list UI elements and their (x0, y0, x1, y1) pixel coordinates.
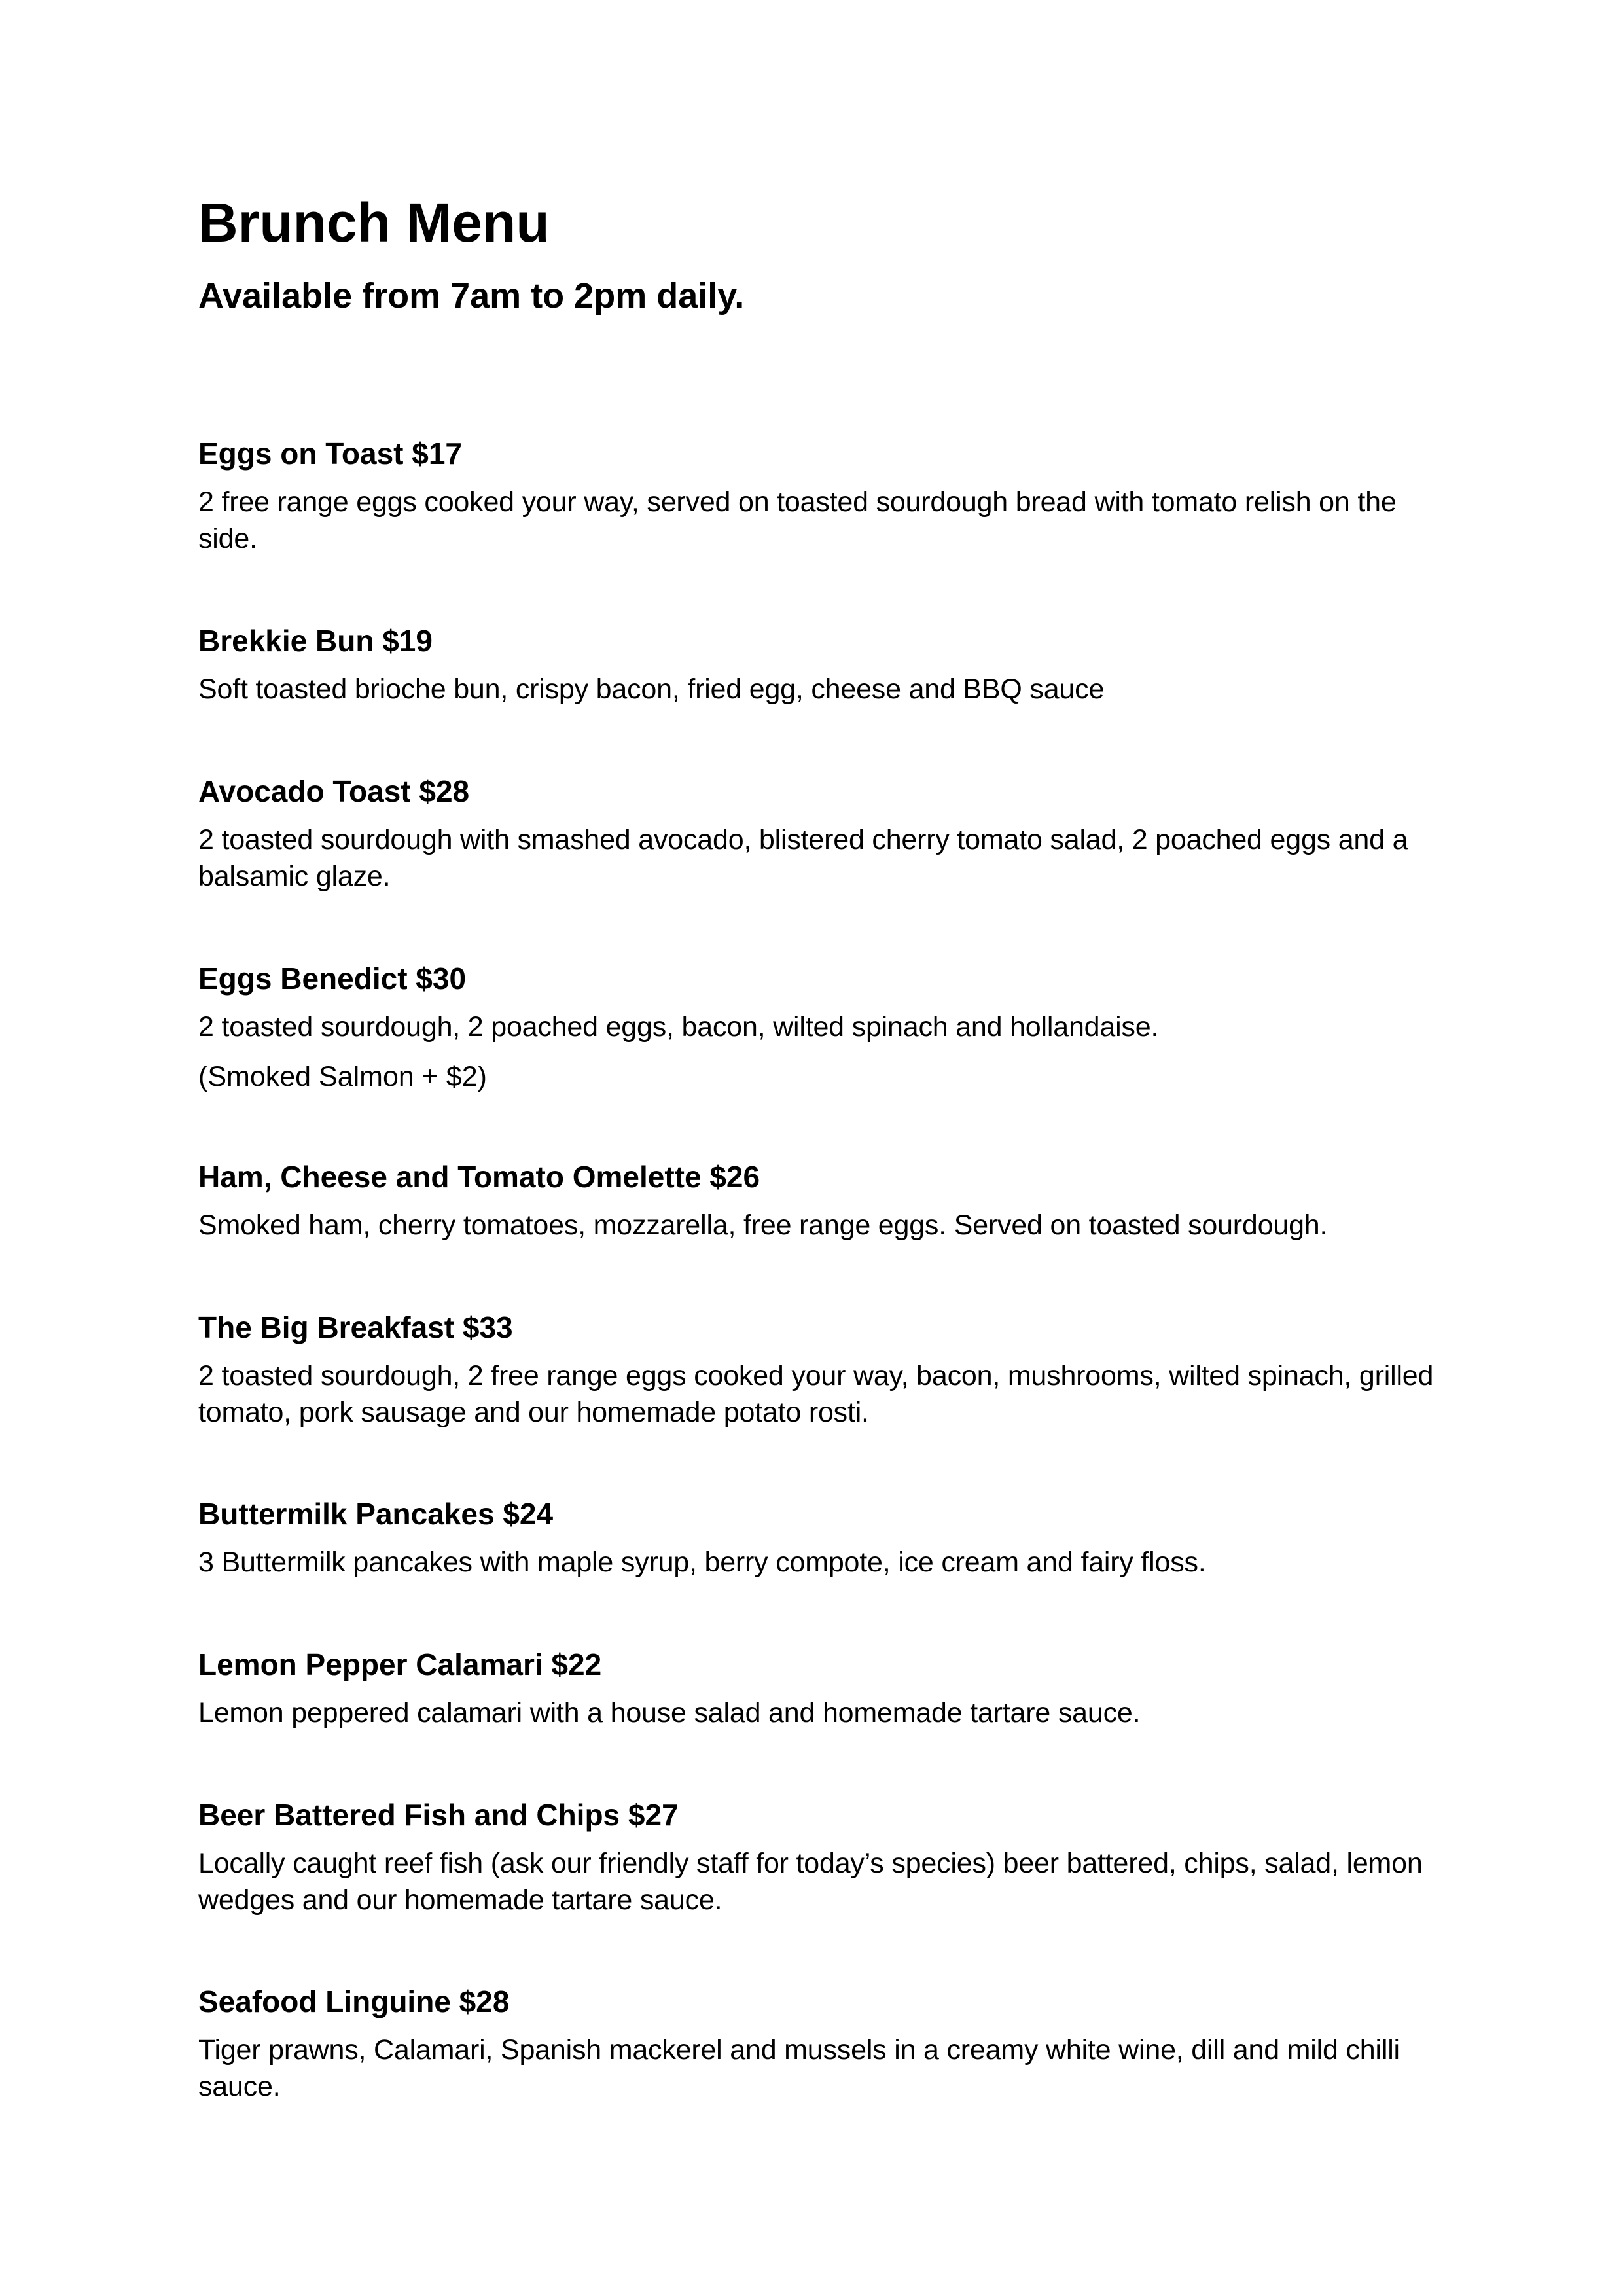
menu-item-description: 2 toasted sourdough, 2 poached eggs, bacon, wilted spinach and hollandaise. (198, 1011, 1159, 1043)
menu-item-description: 2 toasted sourdough with smashed avocado, blistered cherry tomato salad, 2 poached eggs and a balsamic glaze. (198, 824, 1408, 892)
menu-item-title: Ham, Cheese and Tomato Omelette $26 (198, 1160, 760, 1194)
menu-item-brekkie-bun (198, 622, 1442, 708)
menu-item-description: 3 Buttermilk pancakes with maple syrup, berry compote, ice cream and fairy floss. (198, 1547, 1206, 1578)
menu-subtitle: Available from 7am to 2pm daily. (198, 276, 745, 315)
menu-item-description: Locally caught reef fish (ask our friendly staff for today’s species) beer battered, chips, salad, lemon wedges and our homemade tartare sauce. (198, 1848, 1423, 1916)
menu-item-title: Buttermilk Pancakes $24 (198, 1497, 554, 1531)
menu-item-description: 2 toasted sourdough, 2 free range eggs cooked your way, bacon, mushrooms, wilted spinach, grilled tomato, pork sausage and our homemade potato rosti. (198, 1360, 1434, 1428)
menu-page (198, 0, 1442, 2296)
menu-item-description: Tiger prawns, Calamari, Spanish mackerel and mussels in a creamy white wine, dill and mild chilli sauce. (198, 2034, 1400, 2102)
menu-item-description: Lemon peppered calamari with a house salad and homemade tartare sauce. (198, 1697, 1141, 1729)
menu-item-avocado-toast (198, 773, 1442, 895)
menu-item-title: Brekkie Bun $19 (198, 624, 433, 658)
menu-item-description: Smoked ham, cherry tomatoes, mozzarella, free range eggs. Served on toasted sourdough. (198, 1210, 1328, 1241)
menu-item-buttermilk-pancakes (198, 1496, 1442, 1581)
menu-item-title: Eggs on Toast $17 (198, 437, 463, 471)
menu-item-description: Soft toasted brioche bun, crispy bacon, fried egg, cheese and BBQ sauce (198, 673, 1105, 705)
menu-item-calamari (198, 1646, 1442, 1731)
menu-item-title: Beer Battered Fish and Chips $27 (198, 1798, 679, 1832)
menu-title: Brunch Menu (198, 192, 550, 253)
menu-item-description: 2 free range eggs cooked your way, served on toasted sourdough bread with tomato relish on the side. (198, 486, 1397, 554)
menu-item-title: Eggs Benedict $30 (198, 961, 467, 996)
menu-item-eggs-on-toast (198, 435, 1442, 557)
menu-item-seafood-linguine (198, 1983, 1442, 2105)
menu-item-omelette (198, 1158, 1442, 1244)
menu-item-title: Lemon Pepper Calamari $22 (198, 1647, 602, 1681)
menu-item-title: Seafood Linguine $28 (198, 1984, 510, 2018)
menu-item-big-breakfast (198, 1309, 1442, 1431)
menu-item-title: Avocado Toast $28 (198, 774, 470, 808)
menu-item-fish-and-chips (198, 1797, 1442, 1918)
menu-item-addon: (Smoked Salmon + $2) (198, 1061, 487, 1092)
menu-item-title: The Big Breakfast $33 (198, 1310, 513, 1344)
menu-item-eggs-benedict (198, 960, 1442, 1095)
